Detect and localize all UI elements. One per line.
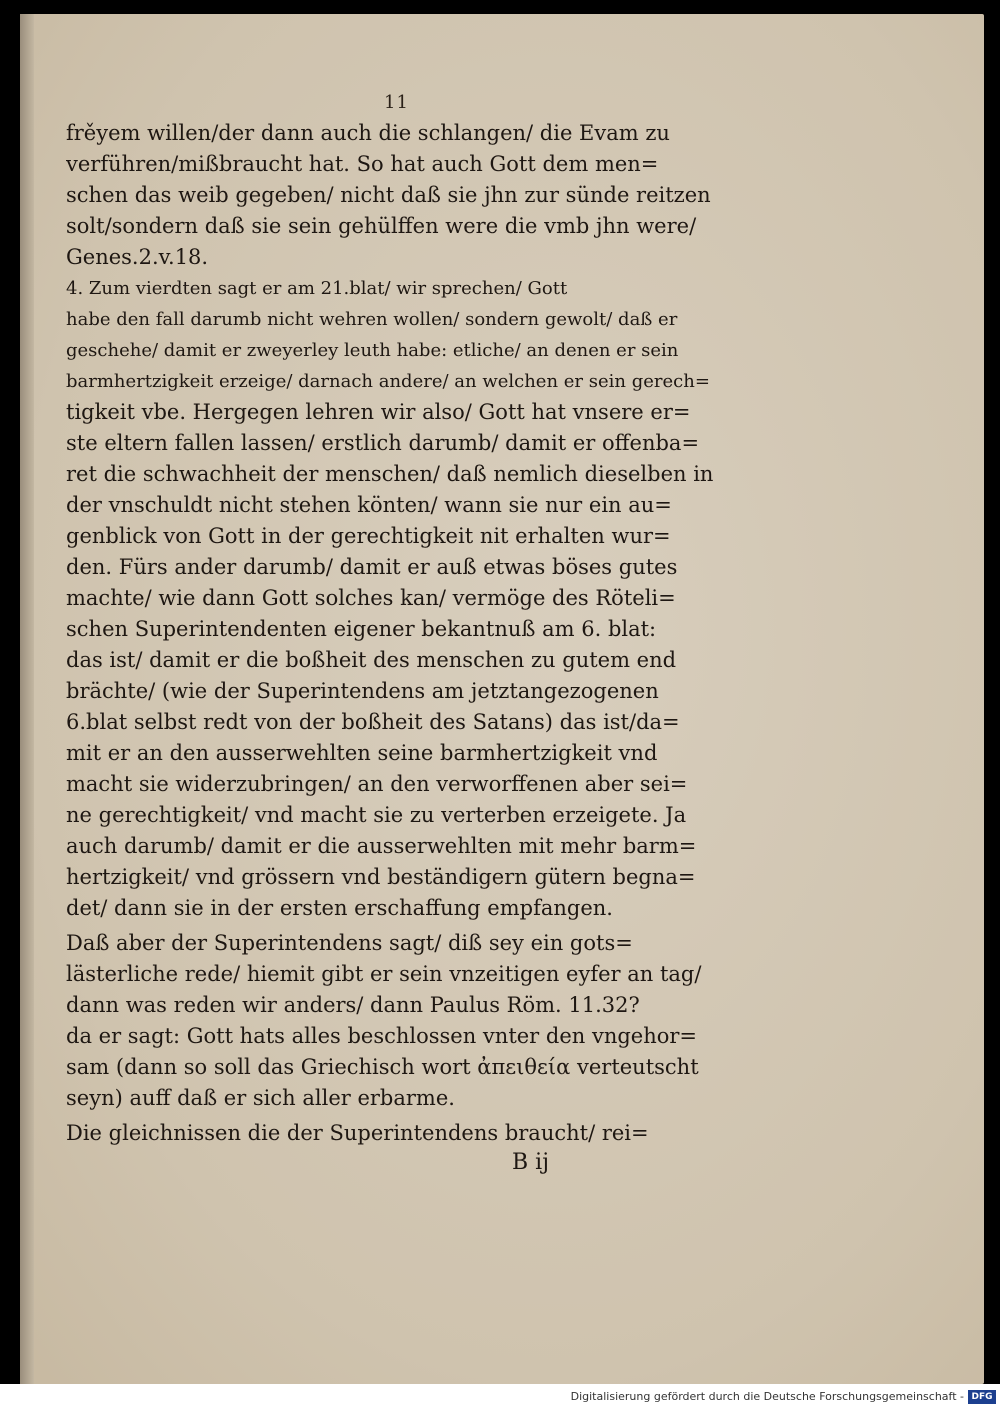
text-line: habe den fall darumb nicht wehren wollen/ sondern gewolt/ daß er: [66, 309, 678, 330]
text-line: Genes.2.v.18.: [66, 245, 209, 269]
text-line: solt/sondern daß sie sein gehülffen were die vmb jhn were/: [66, 214, 697, 238]
text-line: ne gerechtigkeit/ vnd macht sie zu verterben erzeigete. Ja: [66, 803, 687, 827]
text-line: Die gleichnissen die der Superintendens braucht/ rei=: [66, 1121, 649, 1145]
text-line: lästerliche rede/ hiemit gibt er sein vnzeitigen eyfer an tag/: [66, 962, 702, 986]
text-line: seyn) auff daß er sich aller erbarme.: [66, 1086, 455, 1110]
text-line: der vnschuldt nicht stehen könten/ wann sie nur ein au=: [66, 493, 672, 517]
dfg-logo-icon: DFG: [968, 1390, 996, 1404]
page-number: 11: [384, 92, 409, 113]
text-line: tigkeit vbe. Hergegen lehren wir also/ Gott hat vnsere er=: [66, 400, 691, 424]
footer-bar: [0, 1384, 1000, 1408]
text-line: den. Fürs ander darumb/ damit er auß etwas böses gutes: [66, 555, 678, 579]
text-line: frěyem willen/der dann auch die schlangen/ die Evam zu: [66, 121, 670, 145]
text-line: schen das weib gegeben/ nicht daß sie jhn zur sünde reitzen: [66, 183, 711, 207]
text-line: 6.blat selbst redt von der boßheit des Satans) das ist/da=: [66, 710, 680, 734]
text-line: das ist/ damit er die boßheit des menschen zu gutem end: [66, 648, 677, 672]
text-line: verführen/mißbraucht hat. So hat auch Gott dem men=: [66, 152, 659, 176]
text-line: 4. Zum vierdten sagt er am 21.blat/ wir sprechen/ Gott: [66, 278, 568, 299]
main-text-block: [66, 118, 714, 1149]
text-line: hertzigkeit/ vnd grössern vnd beständigern gütern begna=: [66, 865, 696, 889]
text-line: geschehe/ damit er zweyerley leuth habe: etliche/ an denen er sein: [66, 340, 679, 361]
text-line: ret die schwachheit der menschen/ daß nemlich dieselben in: [66, 462, 714, 486]
text-line: auch darumb/ damit er die ausserwehlten mit mehr barm=: [66, 834, 697, 858]
text-line: mit er an den ausserwehlten seine barmhertzigkeit vnd: [66, 741, 658, 765]
text-line: genblick von Gott in der gerechtigkeit nit erhalten wur=: [66, 524, 671, 548]
text-line: Daß aber der Superintendens sagt/ diß sey ein gots=: [66, 931, 633, 955]
text-line: da er sagt: Gott hats alles beschlossen vnter den vngehor=: [66, 1024, 698, 1048]
text-line: barmhertzigkeit erzeige/ darnach andere/ an welchen er sein gerech=: [66, 371, 710, 392]
page-binding-edge: [20, 14, 34, 1384]
text-line: machte/ wie dann Gott solches kan/ vermöge des Röteli=: [66, 586, 676, 610]
signature-mark: B ij: [512, 1150, 550, 1175]
text-line: ste eltern fallen lassen/ erstlich darumb/ damit er offenba=: [66, 431, 700, 455]
text-line: det/ dann sie in der ersten erschaffung empfangen.: [66, 896, 613, 920]
text-line: macht sie widerzubringen/ an den verworffenen aber sei=: [66, 772, 688, 796]
text-line: brächte/ (wie der Superintendens am jetztangezogenen: [66, 679, 659, 703]
text-line: sam (dann so soll das Griechisch wort ἀπειθεία verteutscht: [66, 1055, 699, 1079]
text-line: dann was reden wir anders/ dann Paulus Röm. 11.32?: [66, 993, 640, 1017]
text-line: schen Superintendenten eigener bekantnuß am 6. blat:: [66, 617, 657, 641]
footer-credit: Digitalisierung gefördert durch die Deutsche Forschungsgemeinschaft -: [570, 1390, 964, 1403]
